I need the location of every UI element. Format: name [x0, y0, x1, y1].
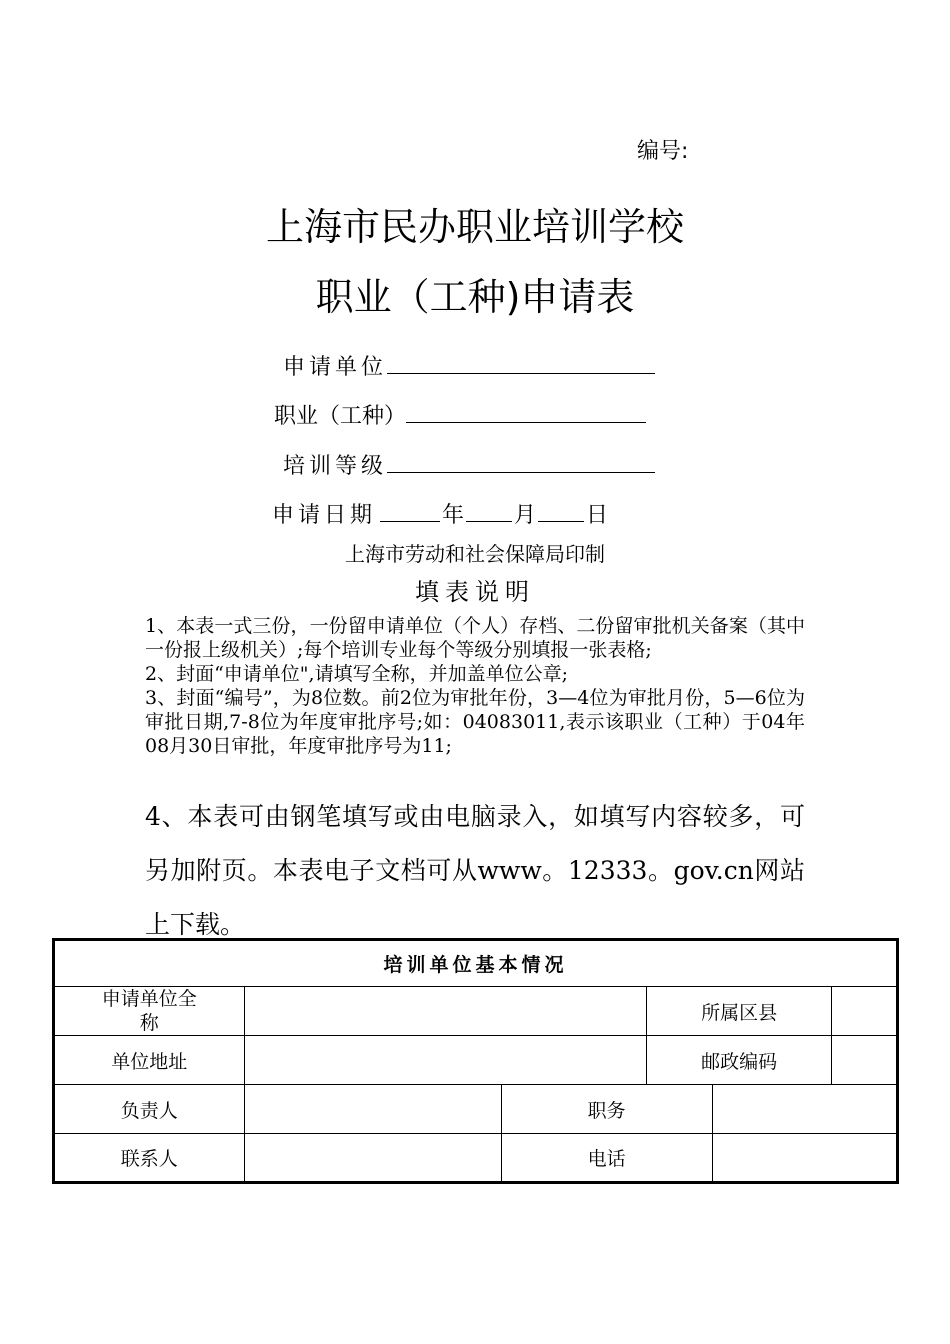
person-in-charge-label: 负责人 [54, 1085, 245, 1134]
postcode-cell[interactable] [832, 1036, 898, 1085]
person-in-charge-cell[interactable] [244, 1085, 501, 1134]
contact-label: 联系人 [54, 1134, 245, 1183]
position-cell[interactable] [712, 1085, 897, 1134]
note-item: 2、封面“申请单位",请填写全称，并加盖单位公章; [145, 663, 568, 685]
level-field [283, 449, 655, 480]
position-label: 职务 [501, 1085, 712, 1134]
phone-label: 电话 [501, 1134, 712, 1183]
month-label: 月 [514, 503, 537, 528]
unit-info-table [52, 938, 899, 1184]
postcode-label: 邮政编码 [646, 1036, 831, 1085]
note-item: 3、封面“编号”，为8位数。前2位为审批年份，3—4位为审批月份，5—6位为审批日期,7-8位为年度审批序号;如：04083011,表示该职业（工种）于04年08月30日审批，年度审批序号为11; [145, 687, 805, 757]
year-blank[interactable] [380, 499, 440, 522]
notes-title: 填表说明 [415, 578, 535, 606]
year-label: 年 [442, 503, 465, 528]
contact-cell[interactable] [244, 1134, 501, 1183]
printer-line: 上海市劳动和社会保障局印制 [345, 542, 605, 566]
applicant-field [283, 350, 655, 381]
month-blank[interactable] [466, 499, 512, 522]
school-title: 上海市民办职业培训学校 [265, 205, 684, 249]
form-title: 职业（工种)申请表 [315, 275, 635, 319]
address-cell[interactable] [244, 1036, 646, 1085]
notes [145, 614, 805, 758]
serial-number-label: 编号: [637, 139, 689, 164]
phone-cell[interactable] [712, 1134, 897, 1183]
date-field [272, 498, 608, 529]
date-label: 申请日期 [272, 503, 377, 528]
note-item-4: 4、本表可由钢笔填写或由电脑录入，如填写内容较多，可另加附页。本表电子文档可从www。12333。gov.cn网站上下载。 [145, 802, 805, 939]
applicant-blank[interactable] [387, 351, 655, 374]
district-cell[interactable] [832, 987, 898, 1036]
level-blank[interactable] [387, 450, 655, 473]
address-label: 单位地址 [54, 1036, 245, 1085]
note-item: 1、本表一式三份，一份留申请单位（个人）存档、二份留审批机关备案（其中一份报上级机关）;每个培训专业每个等级分别填报一张表格; [145, 615, 805, 661]
table-header: 培训单位基本情况 [54, 940, 898, 987]
applicant-fullname-cell[interactable] [244, 987, 646, 1036]
day-label: 日 [586, 503, 609, 528]
district-label: 所属区县 [646, 987, 831, 1036]
occupation-blank[interactable] [406, 400, 646, 423]
level-label: 培训等级 [283, 454, 388, 479]
occupation-field [274, 399, 646, 430]
applicant-fullname-label: 申请单位全称 [54, 987, 245, 1036]
occupation-label: 职业（工种） [274, 404, 407, 429]
day-blank[interactable] [538, 499, 584, 522]
applicant-label: 申请单位 [283, 355, 388, 380]
